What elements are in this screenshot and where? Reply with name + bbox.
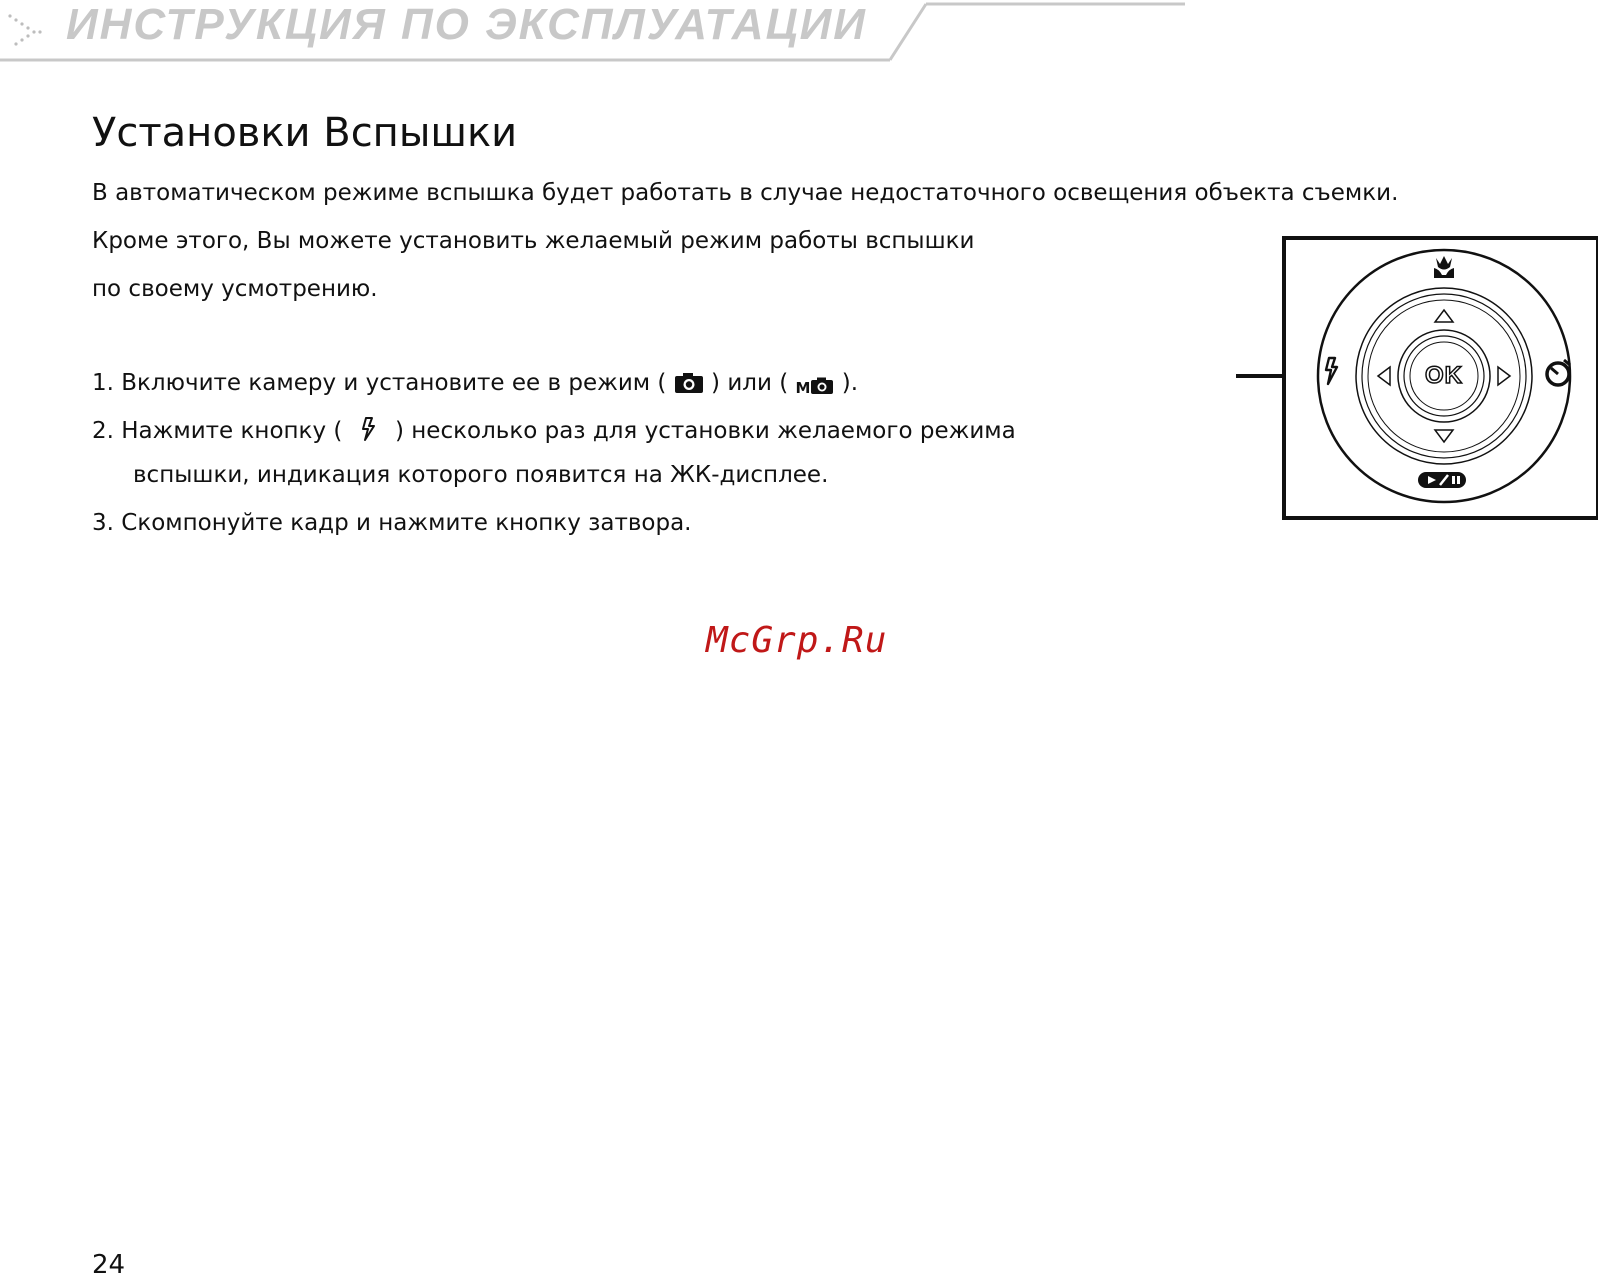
- ok-button: OK: [1425, 362, 1463, 389]
- playback-display-icon: [1418, 472, 1466, 488]
- manual-mode-letter: M: [795, 379, 811, 397]
- manual-camera-icon: [796, 373, 835, 399]
- paragraph-line: В автоматическом режиме вспышка будет работать в случае недостаточного освещения объекта съемки.: [92, 180, 1399, 206]
- header-title: ИНСТРУКЦИЯ ПО ЭКСПЛУАТАЦИИ: [66, 0, 867, 49]
- flash-icon: [356, 416, 382, 442]
- step-1-text-middle: ) или (: [703, 370, 796, 396]
- header-rule: [0, 0, 1598, 70]
- control-pad-figure: [1282, 236, 1598, 520]
- watermark: McGrp.Ru: [706, 620, 888, 661]
- step-2-text-before: 2. Нажмите кнопку (: [92, 418, 350, 444]
- paragraph-line: Кроме этого, Вы можете установить желаемый режим работы вспышки: [92, 228, 975, 254]
- step-3: 3. Скомпонуйте кадр и нажмите кнопку затвора.: [92, 510, 692, 536]
- step-1: [92, 370, 858, 399]
- page-number: 24: [92, 1250, 126, 1280]
- step-2-continuation: вспышки, индикация которого появится на ЖК-дисплее.: [133, 462, 829, 488]
- camera-icon: [674, 372, 704, 394]
- manual-camera-body-icon: [810, 377, 834, 395]
- step-2-text-after: ) несколько раз для установки желаемого режима: [387, 418, 1016, 444]
- section-title: Установки Вспышки: [92, 110, 518, 156]
- page-header: [0, 0, 1598, 70]
- paragraph-line: по своему усмотрению.: [92, 276, 378, 302]
- step-2: [92, 416, 1016, 444]
- step-1-text-after: ).: [834, 370, 859, 396]
- step-1-text-before: 1. Включите камеру и установите ее в режим (: [92, 370, 674, 396]
